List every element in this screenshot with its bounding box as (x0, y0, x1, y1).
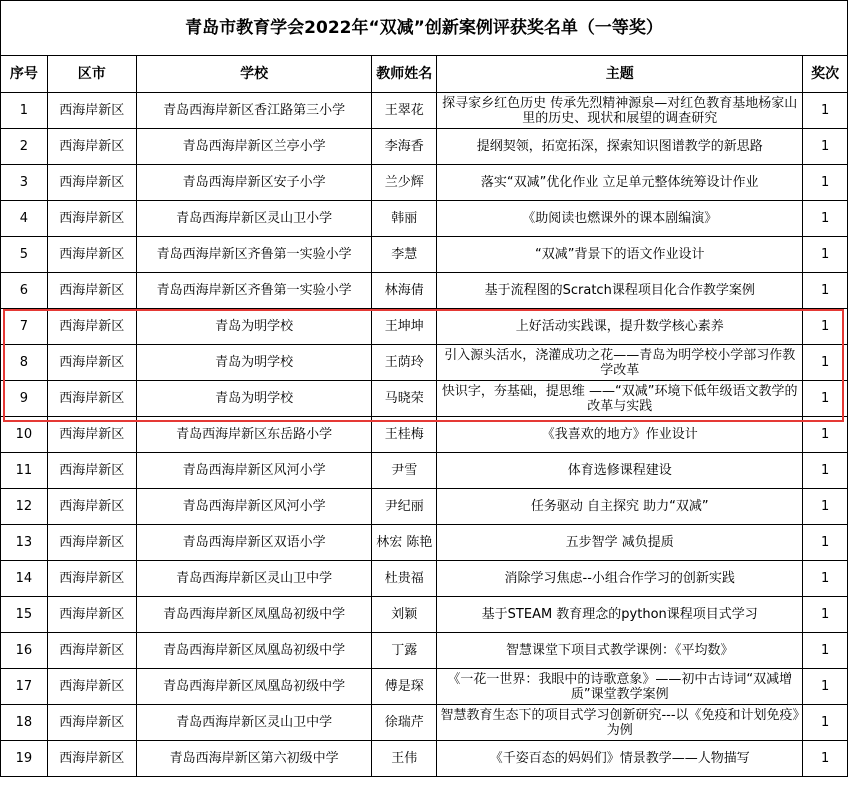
cell-school: 青岛西海岸新区安子小学 (136, 165, 372, 201)
cell-district: 西海岸新区 (47, 345, 136, 381)
cell-school: 青岛西海岸新区风河小学 (136, 453, 372, 489)
cell-award: 1 (803, 597, 848, 633)
cell-award: 1 (803, 633, 848, 669)
cell-school: 青岛西海岸新区齐鲁第一实验小学 (136, 237, 372, 273)
header-award: 奖次 (803, 56, 848, 93)
cell-school: 青岛西海岸新区东岳路小学 (136, 417, 372, 453)
cell-school: 青岛西海岸新区灵山卫中学 (136, 561, 372, 597)
cell-school: 青岛西海岸新区兰亭小学 (136, 129, 372, 165)
cell-teacher: 林宏 陈艳 (372, 525, 437, 561)
cell-district: 西海岸新区 (47, 237, 136, 273)
cell-topic: 消除学习焦虑--小组合作学习的创新实践 (437, 561, 803, 597)
cell-topic: 提纲契领，拓宽拓深，探索知识图谱教学的新思路 (437, 129, 803, 165)
cell-district: 西海岸新区 (47, 273, 136, 309)
cell-teacher: 王翠花 (372, 93, 437, 129)
cell-school: 青岛为明学校 (136, 345, 372, 381)
cell-award: 1 (803, 201, 848, 237)
cell-school: 青岛西海岸新区凤凰岛初级中学 (136, 669, 372, 705)
cell-seq: 15 (1, 597, 48, 633)
cell-school: 青岛西海岸新区双语小学 (136, 525, 372, 561)
header-district: 区市 (47, 56, 136, 93)
cell-award: 1 (803, 93, 848, 129)
cell-topic: 基于STEAM 教育理念的python课程项目式学习 (437, 597, 803, 633)
cell-seq: 3 (1, 165, 48, 201)
cell-teacher: 李海香 (372, 129, 437, 165)
cell-teacher: 杜贵福 (372, 561, 437, 597)
cell-topic: 引入源头活水，浇灌成功之花——青岛为明学校小学部习作教学改革 (437, 345, 803, 381)
cell-teacher: 徐瑞芹 (372, 705, 437, 741)
cell-award: 1 (803, 237, 848, 273)
cell-district: 西海岸新区 (47, 201, 136, 237)
cell-district: 西海岸新区 (47, 525, 136, 561)
cell-seq: 6 (1, 273, 48, 309)
table-row (1, 597, 848, 633)
cell-topic: 基于流程图的Scratch课程项目化合作教学案例 (437, 273, 803, 309)
cell-district: 西海岸新区 (47, 633, 136, 669)
header-teacher: 教师姓名 (372, 56, 437, 93)
cell-teacher: 尹雪 (372, 453, 437, 489)
cell-topic: 《千姿百态的妈妈们》情景教学——人物描写 (437, 741, 803, 777)
cell-topic: “双减”背景下的语文作业设计 (437, 237, 803, 273)
table-row (1, 237, 848, 273)
cell-topic: 五步智学 减负提质 (437, 525, 803, 561)
cell-teacher: 丁露 (372, 633, 437, 669)
cell-topic: 智慧课堂下项目式教学课例：《平均数》 (437, 633, 803, 669)
cell-topic: 《助阅读也燃课外的课本剧编演》 (437, 201, 803, 237)
table-row (1, 633, 848, 669)
cell-topic: 《一花一世界：我眼中的诗歌意象》——初中古诗词“双减增质”课堂教学案例 (437, 669, 803, 705)
cell-award: 1 (803, 417, 848, 453)
cell-topic: 智慧教育生态下的项目式学习创新研究---以《免疫和计划免疫》为例 (437, 705, 803, 741)
cell-school: 青岛西海岸新区齐鲁第一实验小学 (136, 273, 372, 309)
table-row (1, 165, 848, 201)
cell-seq: 17 (1, 669, 48, 705)
cell-seq: 10 (1, 417, 48, 453)
table-row (1, 669, 848, 705)
cell-teacher: 王坤坤 (372, 309, 437, 345)
cell-topic: 快识字，夯基础，提思维 ——“双减”环境下低年级语文教学的改革与实践 (437, 381, 803, 417)
cell-seq: 1 (1, 93, 48, 129)
cell-school: 青岛西海岸新区灵山卫小学 (136, 201, 372, 237)
cell-award: 1 (803, 453, 848, 489)
table-row (1, 201, 848, 237)
header-topic: 主题 (437, 56, 803, 93)
cell-teacher: 马晓荣 (372, 381, 437, 417)
cell-seq: 2 (1, 129, 48, 165)
cell-district: 西海岸新区 (47, 705, 136, 741)
cell-topic: 探寻家乡红色历史 传承先烈精神源泉—对红色教育基地杨家山里的历史、现状和展望的调查研究 (437, 93, 803, 129)
cell-topic: 《我喜欢的地方》作业设计 (437, 417, 803, 453)
cell-seq: 12 (1, 489, 48, 525)
cell-teacher: 兰少辉 (372, 165, 437, 201)
cell-award: 1 (803, 381, 848, 417)
cell-seq: 19 (1, 741, 48, 777)
cell-seq: 8 (1, 345, 48, 381)
table-body (1, 93, 848, 777)
cell-award: 1 (803, 165, 848, 201)
cell-school: 青岛西海岸新区第六初级中学 (136, 741, 372, 777)
cell-award: 1 (803, 489, 848, 525)
cell-school: 青岛西海岸新区凤凰岛初级中学 (136, 633, 372, 669)
cell-seq: 18 (1, 705, 48, 741)
table-row (1, 129, 848, 165)
cell-district: 西海岸新区 (47, 93, 136, 129)
cell-teacher: 傅是琛 (372, 669, 437, 705)
cell-award: 1 (803, 705, 848, 741)
table-title: 青岛市教育学会2022年“双减”创新案例评获奖名单（一等奖） (1, 1, 848, 56)
cell-district: 西海岸新区 (47, 381, 136, 417)
cell-school: 青岛西海岸新区灵山卫中学 (136, 705, 372, 741)
cell-teacher: 王桂梅 (372, 417, 437, 453)
header-row (1, 56, 848, 93)
cell-teacher: 王伟 (372, 741, 437, 777)
cell-seq: 16 (1, 633, 48, 669)
cell-district: 西海岸新区 (47, 417, 136, 453)
table-row (1, 453, 848, 489)
cell-award: 1 (803, 669, 848, 705)
cell-award: 1 (803, 345, 848, 381)
cell-award: 1 (803, 309, 848, 345)
header-school: 学校 (136, 56, 372, 93)
table-row (1, 489, 848, 525)
table-row (1, 93, 848, 129)
table-row (1, 345, 848, 381)
cell-district: 西海岸新区 (47, 309, 136, 345)
cell-district: 西海岸新区 (47, 129, 136, 165)
cell-topic: 上好活动实践课，提升数学核心素养 (437, 309, 803, 345)
cell-school: 青岛为明学校 (136, 381, 372, 417)
cell-district: 西海岸新区 (47, 165, 136, 201)
cell-school: 青岛西海岸新区香江路第三小学 (136, 93, 372, 129)
table-row (1, 561, 848, 597)
cell-teacher: 刘颖 (372, 597, 437, 633)
cell-district: 西海岸新区 (47, 597, 136, 633)
cell-seq: 13 (1, 525, 48, 561)
cell-seq: 5 (1, 237, 48, 273)
cell-seq: 9 (1, 381, 48, 417)
cell-teacher: 尹纪丽 (372, 489, 437, 525)
table-row (1, 705, 848, 741)
cell-topic: 落实“双减”优化作业 立足单元整体统筹设计作业 (437, 165, 803, 201)
cell-topic: 体育选修课程建设 (437, 453, 803, 489)
cell-school: 青岛西海岸新区凤凰岛初级中学 (136, 597, 372, 633)
header-seq: 序号 (1, 56, 48, 93)
table-row (1, 525, 848, 561)
cell-award: 1 (803, 561, 848, 597)
cell-district: 西海岸新区 (47, 561, 136, 597)
cell-school: 青岛西海岸新区风河小学 (136, 489, 372, 525)
cell-teacher: 韩丽 (372, 201, 437, 237)
table-row (1, 417, 848, 453)
cell-seq: 11 (1, 453, 48, 489)
table-row (1, 741, 848, 777)
cell-district: 西海岸新区 (47, 741, 136, 777)
table-row (1, 273, 848, 309)
cell-award: 1 (803, 525, 848, 561)
cell-award: 1 (803, 741, 848, 777)
cell-topic: 任务驱动 自主探究 助力“双减” (437, 489, 803, 525)
table-row (1, 309, 848, 345)
cell-award: 1 (803, 129, 848, 165)
cell-seq: 7 (1, 309, 48, 345)
cell-teacher: 林海倩 (372, 273, 437, 309)
cell-teacher: 王荫玲 (372, 345, 437, 381)
cell-district: 西海岸新区 (47, 489, 136, 525)
cell-seq: 4 (1, 201, 48, 237)
cell-seq: 14 (1, 561, 48, 597)
cell-district: 西海岸新区 (47, 453, 136, 489)
cell-school: 青岛为明学校 (136, 309, 372, 345)
cell-district: 西海岸新区 (47, 669, 136, 705)
cell-teacher: 李慧 (372, 237, 437, 273)
cell-award: 1 (803, 273, 848, 309)
table-row (1, 381, 848, 417)
